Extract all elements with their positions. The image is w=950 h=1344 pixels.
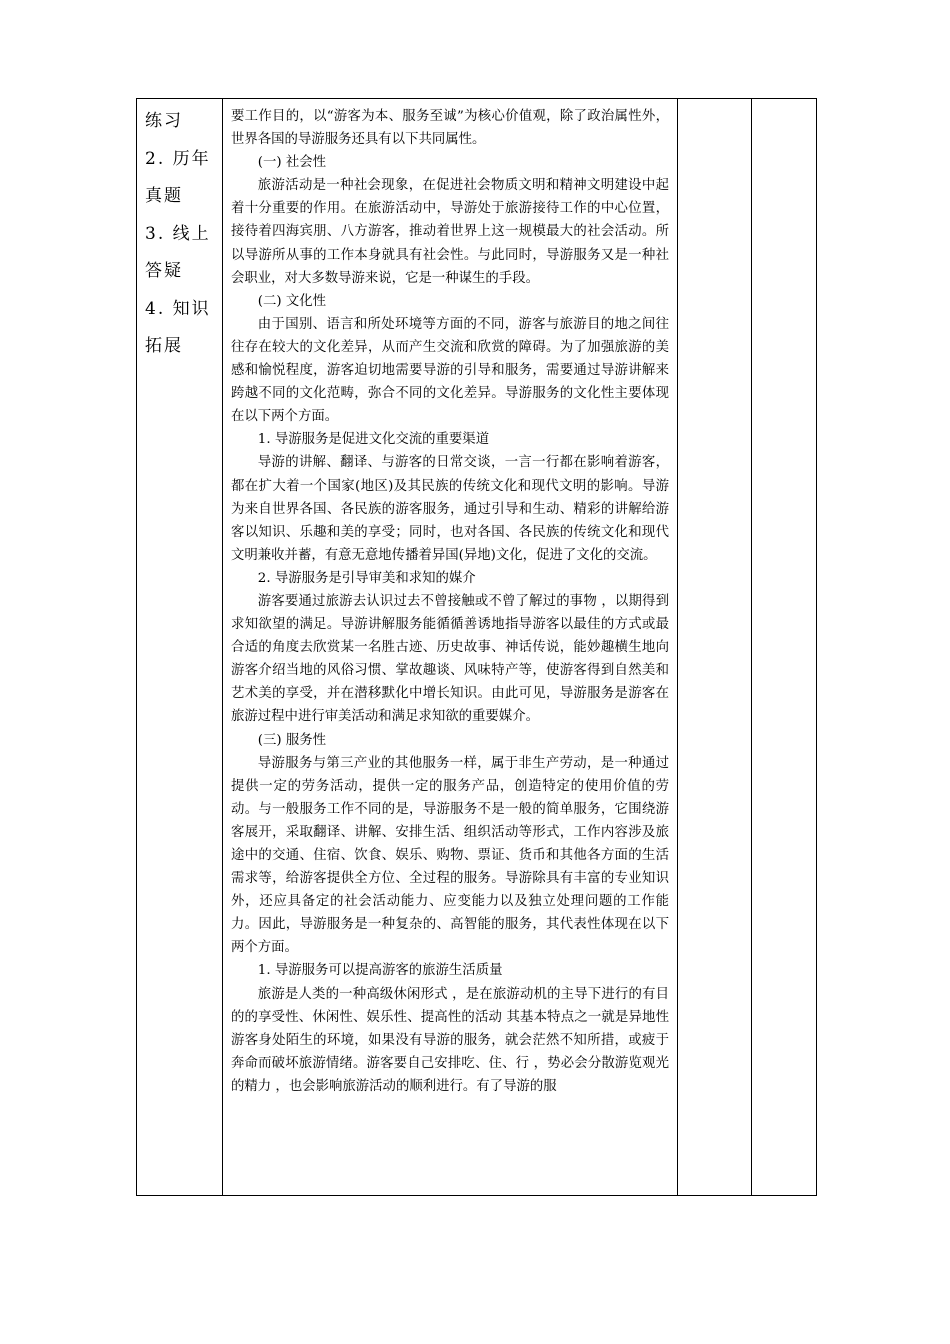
body-paragraph: 由于国别、语言和所处环境等方面的不同，游客与旅游目的地之间往往存在较大的文化差异，从而产生交流和欣赏的障碍。为了加强旅游的美感和愉悦程度，游客迫切地需要导游的引导和服务，需要通过导游讲解来跨越不同的文化范畴，弥合不同的文化差异。导游服务的文化性主要体现在以下两个方面。	[231, 316, 669, 425]
body-paragraph: 旅游活动是一种社会现象，在促进社会物质文明和精神文明建设中起着十分重要的作用。在旅游活动中，导游处于旅游接待工作的中心位置，接待着四海宾朋、八方游客，推动着世界上这一规模最大的社会活动。所以导游所从事的工作本身就具有社会性。与此同时，导游服务又是一种社会职业，对大多数导游来说，它是一种谋生的手段。	[231, 178, 669, 286]
continued-paragraph: 要工作目的，以“游客为本、服务至诚”为核心价值观，除了政治属性外，世界各国的导游服务还具有以下共同属性。	[231, 109, 669, 148]
subsection-heading: 1. 导游服务是促进文化交流的重要渠道	[257, 432, 490, 448]
step-label: 练习	[145, 111, 183, 131]
teaching-steps-column	[145, 103, 217, 366]
step-label: 4. 知识	[145, 298, 211, 319]
body-paragraph: 旅游是人类的一种高级休闲形式 ，是在旅游动机的主导下进行的有目的的享受性、休闲性、娱乐性、提高性的活动 其基本特点之一就是异地性游客身处陌生的环境，如果没有导游的服务，就会茫然不知所措，或疲于奔命而破坏旅游情绪。游客要自己安排吃、住、行 ，势必会分散游览观光的精力 ，也会影响旅游活动的顺利进行。有了导游的服	[231, 986, 669, 1094]
step-label: 3. 线上	[145, 223, 211, 244]
body-paragraph: 游客要通过旅游去认识过去不曾接触或不曾了解过的事物 ，以期得到求知欲望的满足。导游讲解服务能循循善诱地指导游客以最佳的方式或最合适的角度去欣赏某一名胜古迹、历史故事、神话传说，能妙趣横生地向游客介绍当地的风俗习惯、掌故趣谈、风味特产等，使游客得到自然美和艺术美的享受，并在潜移默化中增长知识。由此可见，导游服务是游客在旅游过程中进行审美活动和满足求知欲的重要媒介。	[231, 593, 669, 725]
section-heading: (一) 社会性	[257, 155, 327, 171]
body-paragraph: 导游服务与第三产业的其他服务一样，属于非生产劳动，是一种通过提供一定的劳务活动，提供一定的服务产品，创造特定的使用价值的劳动。与一般服务工作不同的是，导游服务不是一般的简单服务，它围绕游客展开，采取翻译、讲解、安排生活、组织活动等形式，工作内容涉及旅途中的交通、住宿、饮食、娱乐、购物、票证、货币和其他各方面的生活需求等，给游客提供全方位、全过程的服务。导游除具有丰富的专业知识外，还应具备定的社会活动能力、应变能力以及独立处理问题的工作能力。因此，导游服务是一种复杂的、高智能的服务，其代表性体现在以下两个方面。	[231, 755, 669, 956]
step-label: 2. 历年	[145, 148, 211, 169]
step-label: 拓展	[145, 336, 183, 356]
column-divider	[751, 99, 752, 1195]
section-heading: (三) 服务性	[257, 732, 327, 748]
column-divider	[222, 99, 223, 1195]
subsection-heading: 2. 导游服务是引导审美和求知的媒介	[257, 570, 476, 586]
column-divider	[677, 99, 678, 1195]
lesson-content	[231, 105, 669, 1098]
body-paragraph: 导游的讲解、翻译、与游客的日常交谈，一言一行都在影响着游客，都在扩大着一个国家(地区)及其民族的传统文化和现代文明的影响。导游为来自世界各国、各民族的游客服务，通过引导和生动、精彩的讲解给游客以知识、乐趣和美的享受；同时，也对各国、各民族的传统文化和现代文明兼收并蓄，有意无意地传播着异国(异地)文化，促进了文化的交流。	[231, 455, 669, 563]
subsection-heading: 1. 导游服务可以提高游客的旅游生活质量	[257, 963, 503, 979]
step-label: 真题	[145, 186, 183, 206]
content-table	[136, 98, 817, 1196]
step-label: 答疑	[145, 261, 183, 281]
section-heading: (二) 文化性	[257, 293, 327, 309]
